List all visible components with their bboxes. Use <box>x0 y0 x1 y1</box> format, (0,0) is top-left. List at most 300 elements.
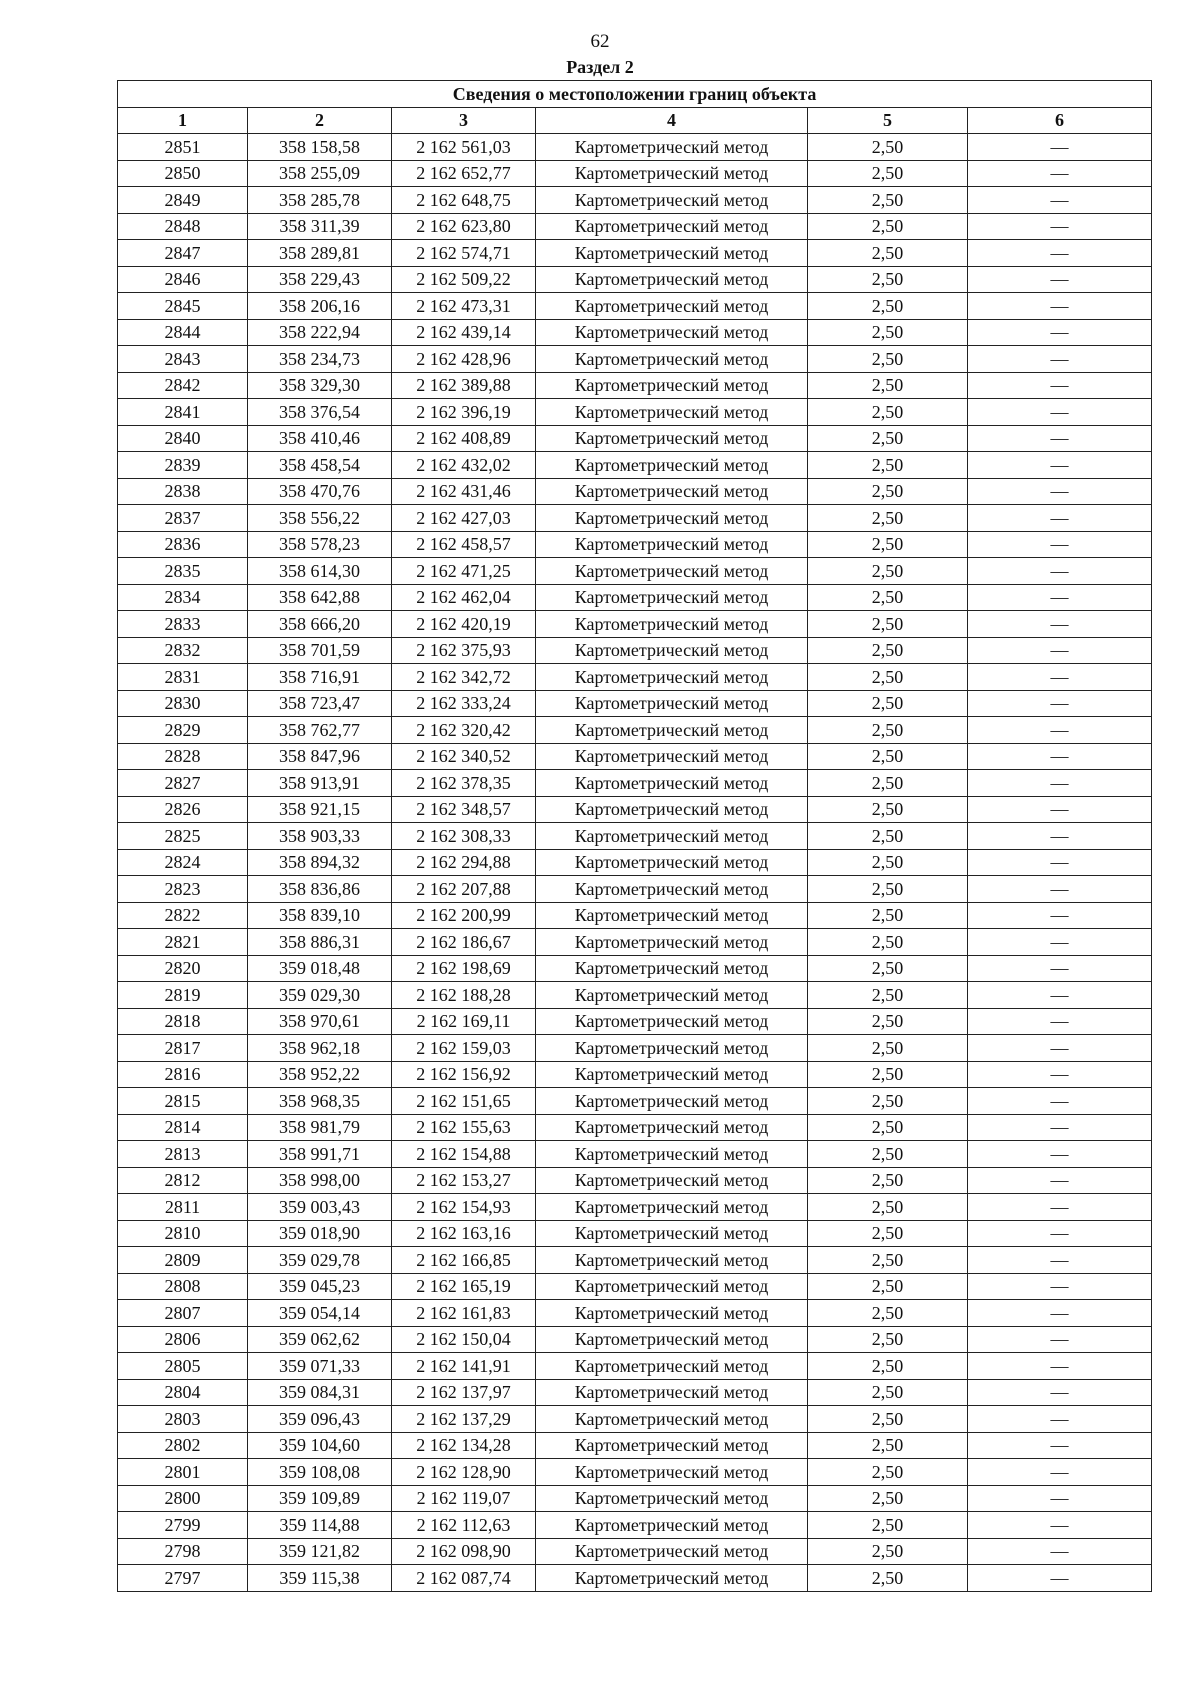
table-cell-col-5: 2,50 <box>808 743 968 770</box>
table-row <box>118 346 1152 373</box>
table-cell-col-6: — <box>968 505 1152 532</box>
table-cell-col-5: 2,50 <box>808 664 968 691</box>
table-cell-col-4: Картометрический метод <box>536 372 808 399</box>
table-cell-col-5: 2,50 <box>808 1141 968 1168</box>
boundary-coordinates-table <box>117 80 1152 1592</box>
table-cell-col-6: — <box>968 743 1152 770</box>
table-cell-col-1: 2802 <box>118 1432 248 1459</box>
table-cell-col-3: 2 162 155,63 <box>392 1114 536 1141</box>
table-cell-col-3: 2 162 420,19 <box>392 611 536 638</box>
table-cell-col-3: 2 162 098,90 <box>392 1538 536 1565</box>
table-cell-col-4: Картометрический метод <box>536 399 808 426</box>
table-cell-col-5: 2,50 <box>808 478 968 505</box>
table-cell-col-1: 2819 <box>118 982 248 1009</box>
table-cell-col-1: 2828 <box>118 743 248 770</box>
table-cell-col-4: Картометрический метод <box>536 584 808 611</box>
table-cell-col-4: Картометрический метод <box>536 770 808 797</box>
table-row <box>118 849 1152 876</box>
table-cell-col-5: 2,50 <box>808 717 968 744</box>
table-cell-col-1: 2806 <box>118 1326 248 1353</box>
table-cell-col-2: 358 158,58 <box>248 134 392 161</box>
table-row <box>118 1485 1152 1512</box>
table-cell-col-1: 2810 <box>118 1220 248 1247</box>
table-row <box>118 611 1152 638</box>
table-cell-col-5: 2,50 <box>808 266 968 293</box>
table-cell-col-4: Картометрический метод <box>536 717 808 744</box>
table-cell-col-2: 358 289,81 <box>248 240 392 267</box>
table-row <box>118 187 1152 214</box>
table-cell-col-4: Картометрический метод <box>536 425 808 452</box>
table-cell-col-2: 358 913,91 <box>248 770 392 797</box>
table-cell-col-2: 358 311,39 <box>248 213 392 240</box>
table-row <box>118 1538 1152 1565</box>
table-cell-col-6: — <box>968 849 1152 876</box>
table-row <box>118 584 1152 611</box>
table-row <box>118 1167 1152 1194</box>
column-header-1: 1 <box>118 107 248 134</box>
table-cell-col-6: — <box>968 531 1152 558</box>
table-cell-col-4: Картометрический метод <box>536 1273 808 1300</box>
table-cell-col-3: 2 162 119,07 <box>392 1485 536 1512</box>
table-cell-col-1: 2823 <box>118 876 248 903</box>
table-row <box>118 796 1152 823</box>
table-cell-col-1: 2843 <box>118 346 248 373</box>
table-row <box>118 929 1152 956</box>
table-cell-col-4: Картометрический метод <box>536 849 808 876</box>
table-cell-col-1: 2815 <box>118 1088 248 1115</box>
table-cell-col-2: 358 229,43 <box>248 266 392 293</box>
table-cell-col-4: Картометрический метод <box>536 531 808 558</box>
table-cell-col-1: 2820 <box>118 955 248 982</box>
table-cell-col-1: 2834 <box>118 584 248 611</box>
table-cell-col-2: 358 470,76 <box>248 478 392 505</box>
table-cell-col-3: 2 162 340,52 <box>392 743 536 770</box>
table-cell-col-5: 2,50 <box>808 425 968 452</box>
table-cell-col-5: 2,50 <box>808 505 968 532</box>
table-cell-col-3: 2 162 150,04 <box>392 1326 536 1353</box>
table-cell-col-1: 2850 <box>118 160 248 187</box>
table-cell-col-4: Картометрический метод <box>536 902 808 929</box>
table-cell-col-5: 2,50 <box>808 770 968 797</box>
table-cell-col-2: 358 578,23 <box>248 531 392 558</box>
table-row <box>118 1379 1152 1406</box>
table-cell-col-1: 2826 <box>118 796 248 823</box>
table-cell-col-2: 359 114,88 <box>248 1512 392 1539</box>
table-cell-col-2: 358 991,71 <box>248 1141 392 1168</box>
table-cell-col-5: 2,50 <box>808 902 968 929</box>
table-cell-col-4: Картометрический метод <box>536 293 808 320</box>
table-cell-col-2: 359 029,30 <box>248 982 392 1009</box>
table-cell-col-6: — <box>968 1406 1152 1433</box>
table-cell-col-4: Картометрический метод <box>536 1035 808 1062</box>
table-cell-col-4: Картометрический метод <box>536 160 808 187</box>
column-header-3: 3 <box>392 107 536 134</box>
table-row <box>118 1061 1152 1088</box>
table-cell-col-6: — <box>968 584 1152 611</box>
table-cell-col-2: 358 222,94 <box>248 319 392 346</box>
table-cell-col-6: — <box>968 1273 1152 1300</box>
table-cell-col-1: 2808 <box>118 1273 248 1300</box>
table-cell-col-2: 358 206,16 <box>248 293 392 320</box>
table-cell-col-5: 2,50 <box>808 1114 968 1141</box>
table-row <box>118 1326 1152 1353</box>
table-cell-col-3: 2 162 473,31 <box>392 293 536 320</box>
table-cell-col-3: 2 162 294,88 <box>392 849 536 876</box>
table-cell-col-1: 2814 <box>118 1114 248 1141</box>
table-cell-col-3: 2 162 141,91 <box>392 1353 536 1380</box>
table-cell-col-2: 358 234,73 <box>248 346 392 373</box>
column-header-2: 2 <box>248 107 392 134</box>
table-cell-col-3: 2 162 648,75 <box>392 187 536 214</box>
table-cell-col-3: 2 162 186,67 <box>392 929 536 956</box>
column-header-5: 5 <box>808 107 968 134</box>
table-cell-col-2: 359 018,48 <box>248 955 392 982</box>
table-cell-col-2: 358 556,22 <box>248 505 392 532</box>
table-cell-col-6: — <box>968 558 1152 585</box>
table-cell-col-5: 2,50 <box>808 690 968 717</box>
table-cell-col-6: — <box>968 1565 1152 1592</box>
table-cell-col-3: 2 162 428,96 <box>392 346 536 373</box>
table-cell-col-6: — <box>968 823 1152 850</box>
table-cell-col-6: — <box>968 319 1152 346</box>
table-cell-col-5: 2,50 <box>808 187 968 214</box>
table-row <box>118 902 1152 929</box>
table-cell-col-6: — <box>968 1141 1152 1168</box>
table-cell-col-6: — <box>968 1485 1152 1512</box>
table-cell-col-4: Картометрический метод <box>536 558 808 585</box>
table-cell-col-3: 2 162 320,42 <box>392 717 536 744</box>
table-cell-col-4: Картометрический метод <box>536 266 808 293</box>
table-cell-col-6: — <box>968 1008 1152 1035</box>
table-cell-col-2: 358 762,77 <box>248 717 392 744</box>
table-cell-col-6: — <box>968 1538 1152 1565</box>
table-body <box>118 134 1152 1592</box>
table-cell-col-4: Картометрический метод <box>536 1565 808 1592</box>
table-cell-col-1: 2832 <box>118 637 248 664</box>
table-cell-col-4: Картометрический метод <box>536 1141 808 1168</box>
table-cell-col-6: — <box>968 902 1152 929</box>
table-cell-col-2: 359 003,43 <box>248 1194 392 1221</box>
table-cell-col-4: Картометрический метод <box>536 1088 808 1115</box>
table-cell-col-4: Картометрический метод <box>536 1220 808 1247</box>
table-cell-col-6: — <box>968 664 1152 691</box>
table-row <box>118 160 1152 187</box>
table-cell-col-2: 358 716,91 <box>248 664 392 691</box>
table-row <box>118 770 1152 797</box>
table-cell-col-2: 358 666,20 <box>248 611 392 638</box>
table-cell-col-5: 2,50 <box>808 240 968 267</box>
table-cell-col-3: 2 162 389,88 <box>392 372 536 399</box>
table-cell-col-1: 2812 <box>118 1167 248 1194</box>
table-cell-col-4: Картометрический метод <box>536 452 808 479</box>
table-cell-col-3: 2 162 134,28 <box>392 1432 536 1459</box>
table-cell-col-1: 2847 <box>118 240 248 267</box>
table-cell-col-3: 2 162 151,65 <box>392 1088 536 1115</box>
table-cell-col-5: 2,50 <box>808 1300 968 1327</box>
table-cell-col-1: 2800 <box>118 1485 248 1512</box>
table-cell-col-1: 2813 <box>118 1141 248 1168</box>
table-cell-col-1: 2798 <box>118 1538 248 1565</box>
table-cell-col-6: — <box>968 876 1152 903</box>
table-cell-col-4: Картометрический метод <box>536 1353 808 1380</box>
table-cell-col-5: 2,50 <box>808 293 968 320</box>
table-cell-col-6: — <box>968 266 1152 293</box>
table-cell-col-5: 2,50 <box>808 929 968 956</box>
table-cell-col-2: 358 376,54 <box>248 399 392 426</box>
table-cell-col-4: Картометрический метод <box>536 478 808 505</box>
table-row <box>118 1114 1152 1141</box>
table-cell-col-4: Картометрический метод <box>536 743 808 770</box>
table-cell-col-3: 2 162 375,93 <box>392 637 536 664</box>
table-row <box>118 1141 1152 1168</box>
table-cell-col-1: 2809 <box>118 1247 248 1274</box>
table-cell-col-2: 358 970,61 <box>248 1008 392 1035</box>
table-cell-col-5: 2,50 <box>808 1061 968 1088</box>
table-cell-col-3: 2 162 348,57 <box>392 796 536 823</box>
table-row <box>118 1035 1152 1062</box>
table-cell-col-2: 359 062,62 <box>248 1326 392 1353</box>
table-cell-col-6: — <box>968 346 1152 373</box>
table-cell-col-6: — <box>968 1167 1152 1194</box>
table-cell-col-4: Картометрический метод <box>536 1247 808 1274</box>
table-cell-col-1: 2816 <box>118 1061 248 1088</box>
table-row <box>118 531 1152 558</box>
table-cell-col-1: 2831 <box>118 664 248 691</box>
table-cell-col-4: Картометрический метод <box>536 1459 808 1486</box>
table-cell-col-5: 2,50 <box>808 1538 968 1565</box>
table-cell-col-3: 2 162 342,72 <box>392 664 536 691</box>
table-cell-col-2: 358 921,15 <box>248 796 392 823</box>
table-cell-col-6: — <box>968 1300 1152 1327</box>
table-cell-col-5: 2,50 <box>808 1273 968 1300</box>
table-cell-col-3: 2 162 623,80 <box>392 213 536 240</box>
table-cell-col-3: 2 162 112,63 <box>392 1512 536 1539</box>
table-cell-col-6: — <box>968 425 1152 452</box>
table-cell-col-4: Картометрический метод <box>536 1538 808 1565</box>
table-cell-col-3: 2 162 166,85 <box>392 1247 536 1274</box>
table-cell-col-4: Картометрический метод <box>536 1512 808 1539</box>
table-row <box>118 1220 1152 1247</box>
table-cell-col-5: 2,50 <box>808 1220 968 1247</box>
table-cell-col-2: 358 285,78 <box>248 187 392 214</box>
table-cell-col-2: 358 329,30 <box>248 372 392 399</box>
table-cell-col-3: 2 162 128,90 <box>392 1459 536 1486</box>
table-cell-col-1: 2841 <box>118 399 248 426</box>
table-cell-col-2: 359 096,43 <box>248 1406 392 1433</box>
table-cell-col-3: 2 162 137,97 <box>392 1379 536 1406</box>
table-row <box>118 478 1152 505</box>
table-cell-col-5: 2,50 <box>808 584 968 611</box>
table-cell-col-2: 358 836,86 <box>248 876 392 903</box>
table-cell-col-5: 2,50 <box>808 1088 968 1115</box>
table-cell-col-2: 358 952,22 <box>248 1061 392 1088</box>
table-cell-col-1: 2807 <box>118 1300 248 1327</box>
table-cell-col-6: — <box>968 1035 1152 1062</box>
table-cell-col-5: 2,50 <box>808 876 968 903</box>
table-cell-col-1: 2851 <box>118 134 248 161</box>
table-cell-col-1: 2845 <box>118 293 248 320</box>
table-cell-col-2: 358 886,31 <box>248 929 392 956</box>
table-row <box>118 505 1152 532</box>
table-row <box>118 452 1152 479</box>
table-row <box>118 1088 1152 1115</box>
table-row <box>118 982 1152 1009</box>
table-cell-col-1: 2805 <box>118 1353 248 1380</box>
table-cell-col-5: 2,50 <box>808 531 968 558</box>
table-cell-col-4: Картометрический метод <box>536 796 808 823</box>
table-cell-col-1: 2830 <box>118 690 248 717</box>
table-cell-col-1: 2821 <box>118 929 248 956</box>
table-row <box>118 319 1152 346</box>
table-cell-col-5: 2,50 <box>808 611 968 638</box>
table-cell-col-3: 2 162 087,74 <box>392 1565 536 1592</box>
table-cell-col-4: Картометрический метод <box>536 823 808 850</box>
table-cell-col-3: 2 162 163,16 <box>392 1220 536 1247</box>
table-cell-col-1: 2846 <box>118 266 248 293</box>
table-cell-col-5: 2,50 <box>808 1035 968 1062</box>
section-title: Раздел 2 <box>566 57 634 77</box>
table-cell-col-5: 2,50 <box>808 372 968 399</box>
table-cell-col-1: 2837 <box>118 505 248 532</box>
table-cell-col-6: — <box>968 770 1152 797</box>
table-cell-col-1: 2818 <box>118 1008 248 1035</box>
table-cell-col-4: Картометрический метод <box>536 664 808 691</box>
table-row <box>118 134 1152 161</box>
table-cell-col-1: 2801 <box>118 1459 248 1486</box>
table-cell-col-2: 358 701,59 <box>248 637 392 664</box>
table-row <box>118 1300 1152 1327</box>
table-cell-col-2: 359 029,78 <box>248 1247 392 1274</box>
table-cell-col-2: 359 121,82 <box>248 1538 392 1565</box>
column-header-4: 4 <box>536 107 808 134</box>
table-cell-col-2: 358 642,88 <box>248 584 392 611</box>
table-cell-col-4: Картометрический метод <box>536 876 808 903</box>
table-cell-col-5: 2,50 <box>808 1565 968 1592</box>
table-cell-col-5: 2,50 <box>808 160 968 187</box>
table-cell-col-4: Картометрический метод <box>536 1485 808 1512</box>
table-cell-col-1: 2817 <box>118 1035 248 1062</box>
table-row <box>118 664 1152 691</box>
table-cell-col-3: 2 162 156,92 <box>392 1061 536 1088</box>
table-row <box>118 823 1152 850</box>
table-cell-col-3: 2 162 159,03 <box>392 1035 536 1062</box>
table-row <box>118 1008 1152 1035</box>
table-cell-col-6: — <box>968 796 1152 823</box>
table-cell-col-6: — <box>968 372 1152 399</box>
table-cell-col-4: Картометрический метод <box>536 1061 808 1088</box>
table-cell-col-3: 2 162 439,14 <box>392 319 536 346</box>
table-cell-col-5: 2,50 <box>808 558 968 585</box>
table-cell-col-3: 2 162 308,33 <box>392 823 536 850</box>
table-cell-col-5: 2,50 <box>808 1459 968 1486</box>
table-cell-col-5: 2,50 <box>808 1406 968 1433</box>
table-cell-col-5: 2,50 <box>808 823 968 850</box>
table-row <box>118 1406 1152 1433</box>
page-number: 62 <box>590 31 610 52</box>
table-cell-col-5: 2,50 <box>808 982 968 1009</box>
table-cell-col-3: 2 162 458,57 <box>392 531 536 558</box>
table-cell-col-6: — <box>968 1379 1152 1406</box>
table-row <box>118 1459 1152 1486</box>
table-cell-col-5: 2,50 <box>808 637 968 664</box>
table-cell-col-2: 358 410,46 <box>248 425 392 452</box>
table-cell-col-3: 2 162 333,24 <box>392 690 536 717</box>
table-cell-col-5: 2,50 <box>808 1194 968 1221</box>
table-cell-col-6: — <box>968 1353 1152 1380</box>
table-cell-col-6: — <box>968 240 1152 267</box>
table-cell-col-2: 359 104,60 <box>248 1432 392 1459</box>
table-cell-col-1: 2844 <box>118 319 248 346</box>
table-cell-col-6: — <box>968 1512 1152 1539</box>
table-cell-col-3: 2 162 161,83 <box>392 1300 536 1327</box>
table-cell-col-2: 359 018,90 <box>248 1220 392 1247</box>
table-cell-col-2: 358 968,35 <box>248 1088 392 1115</box>
table-row <box>118 558 1152 585</box>
table-cell-col-5: 2,50 <box>808 1167 968 1194</box>
table-row <box>118 876 1152 903</box>
table-cell-col-4: Картометрический метод <box>536 240 808 267</box>
table-cell-col-1: 2840 <box>118 425 248 452</box>
table-cell-col-1: 2848 <box>118 213 248 240</box>
table-cell-col-4: Картометрический метод <box>536 929 808 956</box>
table-caption-row <box>118 81 1152 108</box>
table-cell-col-5: 2,50 <box>808 134 968 161</box>
table-row <box>118 425 1152 452</box>
table-cell-col-3: 2 162 137,29 <box>392 1406 536 1433</box>
table-cell-col-5: 2,50 <box>808 346 968 373</box>
table-cell-col-5: 2,50 <box>808 1008 968 1035</box>
table-cell-col-6: — <box>968 1247 1152 1274</box>
table-cell-col-2: 359 109,89 <box>248 1485 392 1512</box>
table-cell-col-6: — <box>968 452 1152 479</box>
table-caption: Сведения о местоположении границ объекта <box>118 81 1152 108</box>
table-cell-col-3: 2 162 574,71 <box>392 240 536 267</box>
table-cell-col-5: 2,50 <box>808 452 968 479</box>
table-cell-col-6: — <box>968 690 1152 717</box>
table-cell-col-6: — <box>968 478 1152 505</box>
table-cell-col-6: — <box>968 717 1152 744</box>
table-cell-col-2: 358 998,00 <box>248 1167 392 1194</box>
table-row <box>118 1432 1152 1459</box>
table-cell-col-4: Картометрический метод <box>536 611 808 638</box>
table-cell-col-3: 2 162 200,99 <box>392 902 536 929</box>
table-cell-col-1: 2849 <box>118 187 248 214</box>
table-cell-col-2: 359 045,23 <box>248 1273 392 1300</box>
table-cell-col-4: Картометрический метод <box>536 955 808 982</box>
table-cell-col-2: 358 458,54 <box>248 452 392 479</box>
table-cell-col-6: — <box>968 134 1152 161</box>
table-cell-col-4: Картометрический метод <box>536 1167 808 1194</box>
table-cell-col-3: 2 162 154,88 <box>392 1141 536 1168</box>
table-cell-col-1: 2838 <box>118 478 248 505</box>
table-row <box>118 213 1152 240</box>
table-cell-col-5: 2,50 <box>808 213 968 240</box>
table-cell-col-6: — <box>968 637 1152 664</box>
table-cell-col-5: 2,50 <box>808 1326 968 1353</box>
table-cell-col-6: — <box>968 1432 1152 1459</box>
table-cell-col-5: 2,50 <box>808 399 968 426</box>
table-row <box>118 1512 1152 1539</box>
table-row <box>118 955 1152 982</box>
table-cell-col-3: 2 162 432,02 <box>392 452 536 479</box>
table-cell-col-6: — <box>968 399 1152 426</box>
table-cell-col-1: 2839 <box>118 452 248 479</box>
table-cell-col-2: 358 903,33 <box>248 823 392 850</box>
table-cell-col-1: 2835 <box>118 558 248 585</box>
column-header-6: 6 <box>968 107 1152 134</box>
table-cell-col-3: 2 162 378,35 <box>392 770 536 797</box>
table-cell-col-2: 359 108,08 <box>248 1459 392 1486</box>
